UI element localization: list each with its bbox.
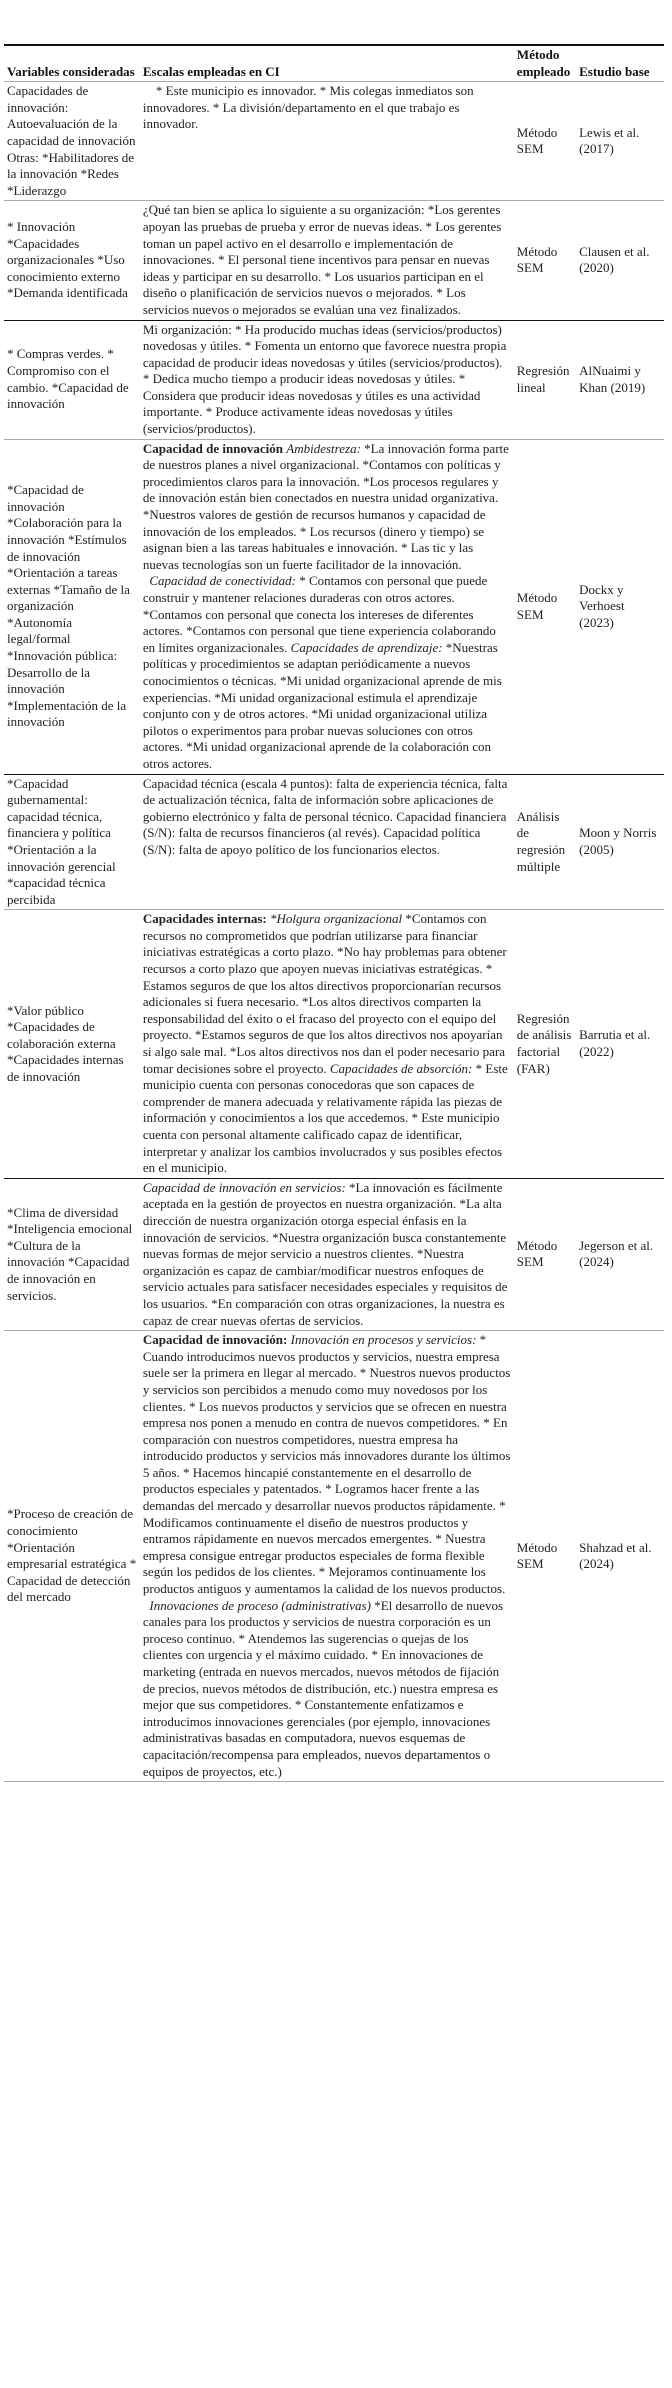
variables-cell: *Capacidad de innovación *Colaboración para la innovación *Estímulos de innovación *Orientación a tareas externas *Tamaño de la organización *Autonomía legal/formal *Innovación pública: Desarrollo de la innovación *Implementación de la innovación	[4, 439, 140, 774]
header-variables: Variables consideradas	[4, 45, 140, 82]
scales-cell	[140, 439, 514, 774]
method-cell: Análisis de regresión múltiple	[514, 774, 576, 910]
scales-cell	[140, 910, 514, 1179]
innovation-scales-table	[4, 44, 664, 1782]
table-row	[4, 1178, 664, 1330]
variables-cell: *Proceso de creación de conocimiento *Orientación empresarial estratégica * Capacidad de detección del mercado	[4, 1331, 140, 1782]
table-row	[4, 910, 664, 1179]
variables-cell: *Valor público *Capacidades de colaboración externa *Capacidades internas de innovación	[4, 910, 140, 1179]
scale-text: *La innovación es fácilmente aceptada en la gestión de proyectos en nuestra organización. *La alta dirección de nuestra organización otorga especial énfasis en la innovación de servicios. *Nuestra organización busca constantemente nuevas formas de mejor servicio a nuestros clientes. *Nuestra organización es capaz de cambiar/modificar nuestros enfoques de servicio actuales para satisfacer necesidades especiales y requisitos de los usuarios. *En comparación con otras organizaciones, la nuestra es capaz de crear nuevas ofertas de servicios.	[142, 1179, 508, 1328]
table-row	[4, 1331, 664, 1782]
variables-cell: *Clima de diversidad *Inteligencia emocional *Cultura de la innovación *Capacidad de innovación en servicios.	[4, 1178, 140, 1330]
study-cell: Barrutia et al. (2022)	[576, 910, 664, 1179]
table-row	[4, 201, 664, 320]
scale-text: Mi organización: * Ha producido muchas ideas (servicios/productos) novedosas y útiles. * Fomenta un entorno que favorece nuestra propia capacidad de producir ideas novedosas y útiles (servicios/productos). * Dedica mucho tiempo a producir ideas novedosas y útiles. * Considera que producir ideas novedosas y útiles es una actividad importante. * Produce activamente ideas novedosas y útiles (servicios/productos).	[142, 321, 507, 437]
scales-cell	[140, 82, 514, 201]
scales-cell	[140, 1178, 514, 1330]
scale-text: Capacidad técnica (escala 4 puntos): falta de experiencia técnica, falta de actualización técnica, falta de información sobre aplicaciones de gobierno electrónico y falta de personal técnico. Capacidad financiera (S/N): falta de recursos financieros (al revés). Capacidad política (S/N): falta de apoyo político de los funcionarios electos.	[142, 775, 508, 857]
scale-text: * Este municipio cuenta con personas conocedoras que son capaces de comprender de manera adecuada y relativamente rápida las piezas de información y conocimientos a los que accedemos. * Este municipio cuenta con personal altamente calificado capaz de identificar, interpretar y analizar los cambios involucrados y sus posibles efectos en el municipio.	[142, 1060, 508, 1176]
study-cell: Moon y Norris (2005)	[576, 774, 664, 910]
scale-heading: Capacidad de innovación	[142, 440, 287, 456]
scale-text: *Contamos con recursos no comprometidos que podrían utilizarse para financiar iniciativas estratégicas a corto plazo. *No hay problemas para obtener recursos a corto plazo que apoyen nuevas iniciativas estratégicas. * Estamos seguros de que los altos directivos proporcionarían recursos adicionales si fuera necesario. *Los altos directivos comparten la responsabilidad del éxito o el fracaso del proyecto con el equipo del proyecto. *Estamos seguros de que los altos directivos nos apoyarían si algo sale mal. *Los altos directivos nos dan el poder necesario para tomar decisiones sobre el proyecto.	[142, 911, 507, 1076]
method-cell: Regresión de análisis factorial (FAR)	[514, 910, 576, 1179]
scale-subheading: Capacidad de innovación en servicios:	[142, 1179, 346, 1195]
scales-cell	[140, 1331, 514, 1782]
method-cell: Método SEM	[514, 82, 576, 201]
study-cell: Dockx y Verhoest (2023)	[576, 439, 664, 774]
scale-text: *El desarrollo de nuevos canales para los productos y servicios de nuestra corporación es un proceso continuo. * Atendemos las sugerencias o quejas de los clientes con urgencia y el máximo cuidado. * En innovaciones de marketing (entrada en nuevos mercados, nuevos métodos de fijación de precios, nuevos métodos de distribución, etc.) nuestra empresa es mejor que sus competidores. * Constantemente enfatizamos e introducimos innovaciones gerenciales (por ejemplo, innovaciones administrativas basadas en computadora, nuevos esquemas de capacitación/recompensa para empleados, nuevos departamentos o equipos de proyectos, etc.)	[142, 1597, 504, 1779]
study-cell: Shahzad et al. (2024)	[576, 1331, 664, 1782]
header-scales: Escalas empleadas en CI	[140, 45, 514, 82]
study-cell: Clausen et al. (2020)	[576, 201, 664, 320]
study-cell: Jegerson et al. (2024)	[576, 1178, 664, 1330]
scale-heading: Capacidad de innovación:	[142, 1332, 291, 1348]
scale-subheading: *Holgura organizacional	[270, 911, 403, 927]
scale-text: *La innovación forma parte de nuestros planes a nivel organizacional. *Contamos con políticas y procedimientos claros para la innovación. *Los procesos regulares y de innovación están bien conectados en nuestra unidad organizativa. *Nuestros valores de gestión de recursos humanos y capacidad de innovación de los empleados. * Los recursos (dinero y tiempo) se asignan bien a las tareas habituales e innovación. * Las tic y las nuevas tecnologías son un fuerte facilitador de la innovación.	[142, 440, 509, 589]
table-row	[4, 82, 664, 201]
study-cell: AlNuaimi y Khan (2019)	[576, 320, 664, 439]
scale-subheading: Innovaciones de proceso (administrativas)	[149, 1597, 371, 1613]
method-cell: Método SEM	[514, 1331, 576, 1782]
scale-subheading: Capacidad de conectividad:	[149, 573, 296, 589]
scale-text: ¿Qué tan bien se aplica lo siguiente a su organización: *Los gerentes apoyan las pruebas de prueba y error de nuevas ideas. * Los gerentes toman un papel activo en el desarrollo e implementación de innovaciones. * El personal tiene incentivos para pensar en nuevas ideas y participar en su desarrollo. * Los usuarios participan en el diseño o planificación de servicios nuevos o mejorados. * Los servicios nuevos o mejorados se evalúan una vez finalizados.	[142, 202, 502, 317]
scale-subheading: Ambidestreza:	[286, 440, 361, 456]
variables-cell: * Compras verdes. * Compromiso con el cambio. *Capacidad de innovación	[4, 320, 140, 439]
table-row	[4, 774, 664, 910]
scales-cell	[140, 201, 514, 320]
variables-cell: Capacidades de innovación: Autoevaluación de la capacidad de innovación Otras: *Habilitadores de la innovación *Redes *Liderazgo	[4, 82, 140, 201]
scale-text: * Cuando introducimos nuevos productos y servicios, nuestra empresa suele ser la primera en llegar al mercado. * Nuestros nuevos productos y servicios son percibidos a menudo como muy novedosos por los clientes. * Los nuevos productos y servicios que se ofrecen en nuestra empresa nos ponen a menudo en contra de nuevos competidores. * En comparación con nuestros competidores, nuestra empresa ha introducido productos y servicios más innovadores durante los últimos 5 años. * Hacemos hincapié constantemente en el desarrollo de productos especiales y patentados. * Logramos hacer frente a las demandas del mercado y desarrollar nuevos productos rápidamente. * Modificamos continuamente el diseño de nuestros productos y entramos rápidamente en nuevos mercados emergentes. * Nuestra empresa consigue entregar productos especiales de forma flexible según los pedidos de los clientes. * Mejoramos continuamente los productos antiguos y aumentamos la calidad de los nuevos productos.	[142, 1332, 511, 1613]
variables-cell: * Innovación *Capacidades organizacionales *Uso conocimiento externo *Demanda identificada	[4, 201, 140, 320]
scale-text: *Nuestras políticas y procedimientos se adaptan periódicamente a nuevos conocimientos o técnicas. *Mi unidad organizacional aprende de mis experiencias. *Mi unidad organizacional estimula el aprendizaje conjunto con y de otros actores. *Mi unidad organizacional utiliza pilotos o experimentos para probar nuevas soluciones con otros actores. *Mi unidad organizacional aprende de la colaboración con otros actores.	[142, 639, 502, 771]
table-row	[4, 320, 664, 439]
scales-cell	[140, 774, 514, 910]
variables-cell: *Capacidad gubernamental: capacidad técnica, financiera y política *Orientación a la innovación gerencial *capacidad técnica percibida	[4, 774, 140, 910]
method-cell: Método SEM	[514, 201, 576, 320]
table-body	[4, 82, 664, 1782]
table-row	[4, 439, 664, 774]
scale-heading: Capacidades internas:	[142, 911, 270, 927]
method-cell: Regresión lineal	[514, 320, 576, 439]
scale-text: * Este municipio es innovador. * Mis colegas inmediatos son innovadores. * La división/departamento en el que trabajo es innovador.	[142, 83, 474, 132]
header-method: Método empleado	[514, 45, 576, 82]
study-cell: Lewis et al. (2017)	[576, 82, 664, 201]
header-study: Estudio base	[576, 45, 664, 82]
scale-text: * Contamos con personal que puede construir y mantener relaciones duraderas con otros actores. *Contamos con personal que conecta los intereses de diferentes actores. *Contamos con personal que tiene experiencia colaborando en límites organizacionales.	[142, 573, 496, 655]
scales-cell	[140, 320, 514, 439]
method-cell: Método SEM	[514, 1178, 576, 1330]
scale-subheading: Innovación en procesos y servicios:	[290, 1332, 477, 1348]
table-header-row	[4, 45, 664, 82]
scale-subheading: Capacidades de absorción:	[329, 1060, 473, 1076]
method-cell: Método SEM	[514, 439, 576, 774]
scale-subheading: Capacidades de aprendizaje:	[290, 639, 443, 655]
